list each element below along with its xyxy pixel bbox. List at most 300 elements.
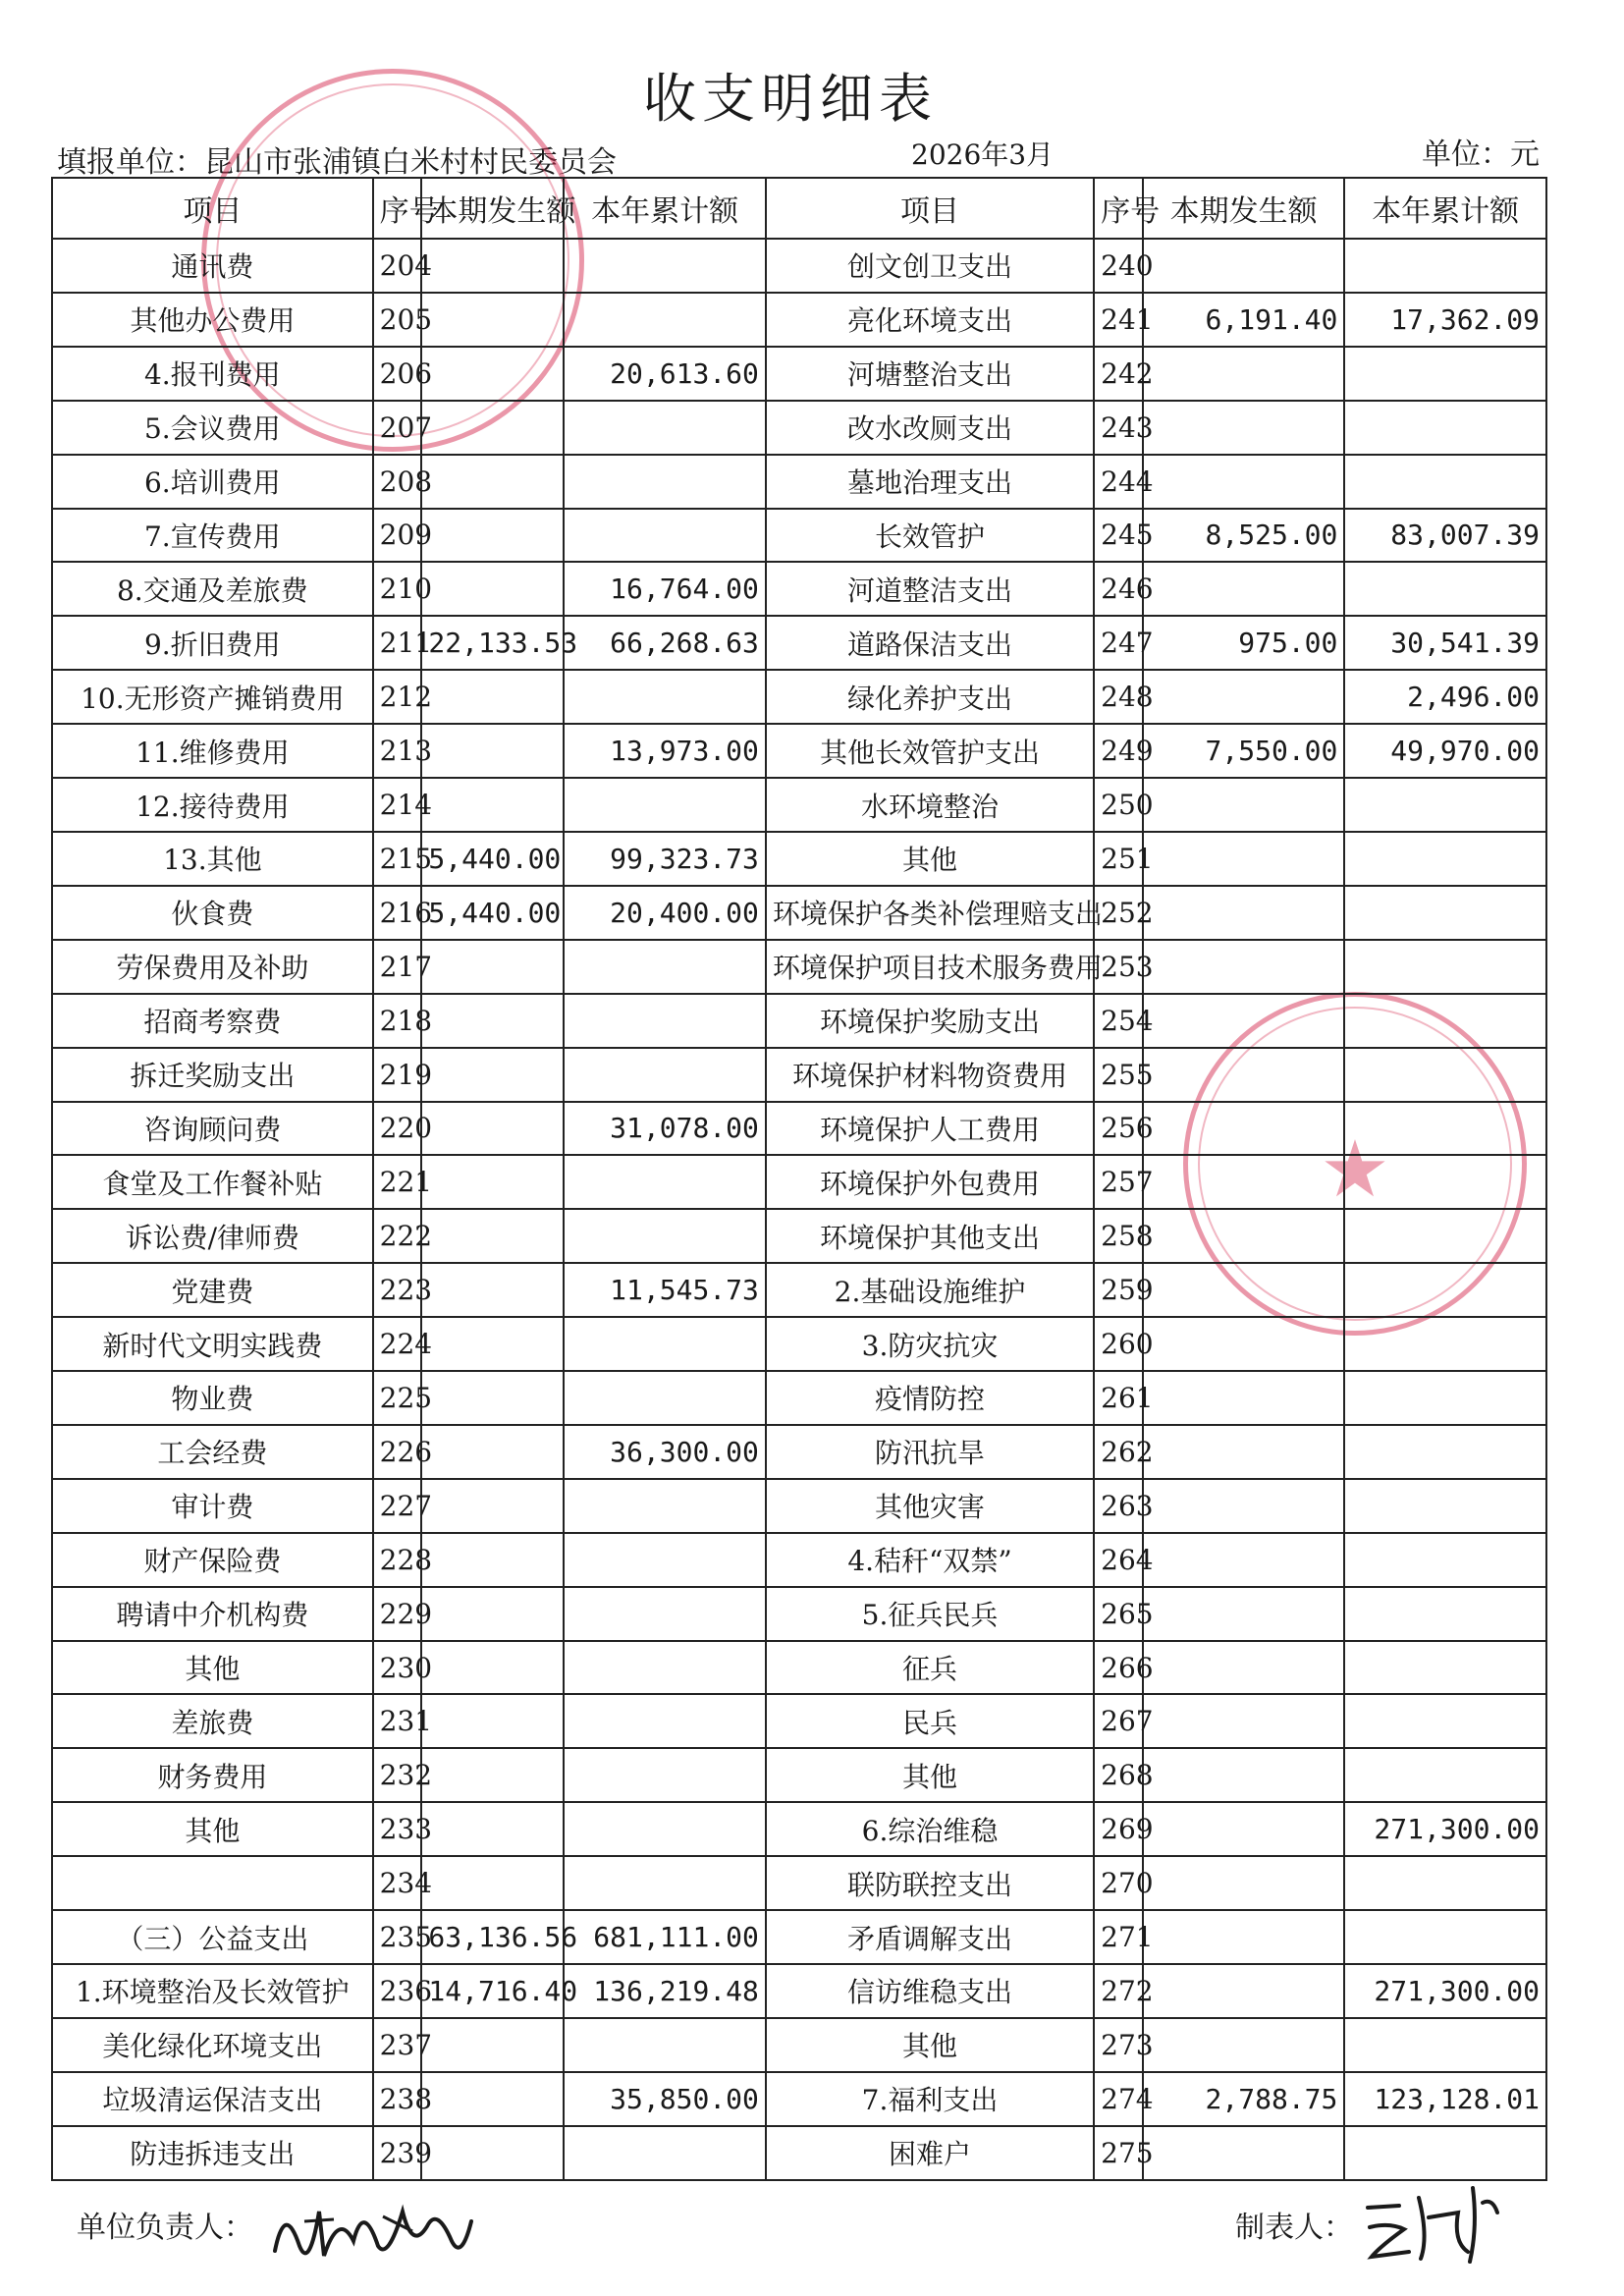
table-row [52, 1587, 1546, 1641]
left-ytd-cell [564, 1155, 766, 1209]
left-item-cell: 6.培训费用 [52, 455, 373, 509]
stamp-star-icon: ★ [1320, 1123, 1390, 1215]
left-ytd-cell [564, 455, 766, 509]
right-ytd-cell [1344, 778, 1546, 832]
right-current-cell [1143, 1748, 1345, 1802]
right-current-cell [1143, 1317, 1345, 1371]
table-row [52, 724, 1546, 778]
right-current-cell [1143, 1479, 1345, 1533]
left-current-cell: 14,716.40 [421, 1964, 564, 2018]
right-current-cell [1143, 1155, 1345, 1209]
right-item-cell: 2.基础设施维护 [766, 1263, 1094, 1317]
right-current-cell [1143, 778, 1345, 832]
right-ytd-cell [1344, 347, 1546, 401]
right-item-cell: 5.征兵民兵 [766, 1587, 1094, 1641]
right-current-cell [1143, 2126, 1345, 2180]
left-item-cell: 通讯费 [52, 239, 373, 293]
left-ytd-cell [564, 1209, 766, 1263]
left-ytd-cell [564, 940, 766, 994]
right-no-cell: 248 [1094, 670, 1143, 724]
right-ytd-cell [1344, 1694, 1546, 1748]
right-no-cell: 250 [1094, 778, 1143, 832]
left-current-cell [421, 1425, 564, 1479]
table-row [52, 886, 1546, 940]
table-row [52, 1048, 1546, 1102]
right-current-cell [1143, 1856, 1345, 1910]
right-item-cell: 创文创卫支出 [766, 239, 1094, 293]
col-header-item: 项目 [52, 178, 373, 239]
left-no-cell: 226 [373, 1425, 422, 1479]
right-item-cell: 3.防灾抗灾 [766, 1317, 1094, 1371]
right-no-cell: 252 [1094, 886, 1143, 940]
table-row [52, 670, 1546, 724]
left-current-cell [421, 724, 564, 778]
right-ytd-cell [1344, 2018, 1546, 2072]
left-ytd-cell: 16,764.00 [564, 562, 766, 616]
left-current-cell [421, 1263, 564, 1317]
right-current-cell [1143, 832, 1345, 886]
right-current-cell [1143, 1371, 1345, 1425]
right-no-cell: 244 [1094, 455, 1143, 509]
left-ytd-cell [564, 1317, 766, 1371]
right-no-cell: 240 [1094, 239, 1143, 293]
right-current-cell: 975.00 [1143, 616, 1345, 670]
left-no-cell: 230 [373, 1641, 422, 1695]
right-ytd-cell [1344, 1371, 1546, 1425]
left-item-cell: 工会经费 [52, 1425, 373, 1479]
right-current-cell [1143, 1910, 1345, 1964]
left-item-cell: 1.环境整治及长效管护 [52, 1964, 373, 2018]
left-current-cell [421, 455, 564, 509]
right-ytd-cell [1344, 401, 1546, 455]
right-no-cell: 266 [1094, 1641, 1143, 1695]
left-item-cell: 美化绿化环境支出 [52, 2018, 373, 2072]
left-no-cell: 208 [373, 455, 422, 509]
right-ytd-cell [1344, 1048, 1546, 1102]
right-current-cell [1143, 562, 1345, 616]
left-current-cell [421, 1856, 564, 1910]
left-ytd-cell [564, 1694, 766, 1748]
right-ytd-cell [1344, 1587, 1546, 1641]
table-row [52, 1425, 1546, 1479]
left-no-cell: 205 [373, 293, 422, 347]
right-current-cell [1143, 347, 1345, 401]
right-item-cell: 信访维稳支出 [766, 1964, 1094, 2018]
left-ytd-cell [564, 1371, 766, 1425]
right-ytd-cell [1344, 832, 1546, 886]
left-item-cell: 其他 [52, 1802, 373, 1856]
right-no-cell: 271 [1094, 1910, 1143, 1964]
col-header-item-right: 项目 [766, 178, 1094, 239]
left-no-cell: 204 [373, 239, 422, 293]
right-item-cell: 河塘整治支出 [766, 347, 1094, 401]
preparer-signature [1360, 2168, 1507, 2267]
right-no-cell: 265 [1094, 1587, 1143, 1641]
left-item-cell: 食堂及工作餐补贴 [52, 1155, 373, 1209]
right-current-cell [1143, 1587, 1345, 1641]
right-ytd-cell: 271,300.00 [1344, 1964, 1546, 2018]
left-item-cell: 物业费 [52, 1371, 373, 1425]
right-ytd-cell [1344, 1910, 1546, 1964]
right-item-cell: 长效管护 [766, 509, 1094, 563]
right-current-cell [1143, 1209, 1345, 1263]
table-row [52, 994, 1546, 1048]
right-ytd-cell [1344, 1209, 1546, 1263]
table-row [52, 239, 1546, 293]
left-current-cell: 5,440.00 [421, 886, 564, 940]
left-item-cell: 4.报刊费用 [52, 347, 373, 401]
left-current-cell: 63,136.56 [421, 1910, 564, 1964]
right-ytd-cell [1344, 1425, 1546, 1479]
right-ytd-cell [1344, 1748, 1546, 1802]
left-item-cell: 12.接待费用 [52, 778, 373, 832]
right-ytd-cell [1344, 940, 1546, 994]
table-row [52, 1694, 1546, 1748]
left-ytd-cell: 681,111.00 [564, 1910, 766, 1964]
right-item-cell: 环境保护其他支出 [766, 1209, 1094, 1263]
right-no-cell: 261 [1094, 1371, 1143, 1425]
left-no-cell: 235 [373, 1910, 422, 1964]
left-current-cell [421, 1102, 564, 1156]
table-row [52, 562, 1546, 616]
col-header-no: 序号 [373, 178, 422, 239]
left-no-cell: 221 [373, 1155, 422, 1209]
right-item-cell: 征兵 [766, 1641, 1094, 1695]
table-row [52, 1748, 1546, 1802]
table-row [52, 616, 1546, 670]
left-current-cell [421, 1317, 564, 1371]
left-no-cell: 210 [373, 562, 422, 616]
left-ytd-cell [564, 1856, 766, 1910]
left-current-cell [421, 2018, 564, 2072]
right-current-cell [1143, 994, 1345, 1048]
left-no-cell: 228 [373, 1533, 422, 1587]
right-ytd-cell [1344, 1479, 1546, 1533]
right-item-cell: 道路保洁支出 [766, 616, 1094, 670]
left-no-cell: 239 [373, 2126, 422, 2180]
table-row [52, 1263, 1546, 1317]
left-item-cell: 诉讼费/律师费 [52, 1209, 373, 1263]
right-current-cell [1143, 1964, 1345, 2018]
left-no-cell: 211 [373, 616, 422, 670]
right-current-cell [1143, 886, 1345, 940]
left-ytd-cell: 31,078.00 [564, 1102, 766, 1156]
right-no-cell: 262 [1094, 1425, 1143, 1479]
right-ytd-cell [1344, 1533, 1546, 1587]
right-current-cell: 2,788.75 [1143, 2072, 1345, 2126]
left-ytd-cell [564, 239, 766, 293]
right-ytd-cell [1344, 1102, 1546, 1156]
left-current-cell: 22,133.53 [421, 616, 564, 670]
right-item-cell: 防汛抗旱 [766, 1425, 1094, 1479]
right-no-cell: 242 [1094, 347, 1143, 401]
right-ytd-cell: 2,496.00 [1344, 670, 1546, 724]
unit-head-signature [265, 2172, 481, 2280]
table-row [52, 1371, 1546, 1425]
left-ytd-cell [564, 670, 766, 724]
left-ytd-cell: 36,300.00 [564, 1425, 766, 1479]
right-ytd-cell: 83,007.39 [1344, 509, 1546, 563]
right-item-cell: 困难户 [766, 2126, 1094, 2180]
right-current-cell: 7,550.00 [1143, 724, 1345, 778]
left-no-cell: 225 [373, 1371, 422, 1425]
left-current-cell [421, 1694, 564, 1748]
right-current-cell [1143, 1533, 1345, 1587]
left-item-cell [52, 1856, 373, 1910]
left-item-cell: 聘请中介机构费 [52, 1587, 373, 1641]
left-current-cell [421, 1641, 564, 1695]
right-current-cell: 8,525.00 [1143, 509, 1345, 563]
table-row [52, 1209, 1546, 1263]
right-no-cell: 254 [1094, 994, 1143, 1048]
left-no-cell: 220 [373, 1102, 422, 1156]
col-header-current: 本期发生额 [421, 178, 564, 239]
right-current-cell [1143, 1641, 1345, 1695]
right-current-cell [1143, 670, 1345, 724]
left-item-cell: 其他 [52, 1641, 373, 1695]
right-ytd-cell [1344, 994, 1546, 1048]
right-ytd-cell: 123,128.01 [1344, 2072, 1546, 2126]
right-current-cell [1143, 1425, 1345, 1479]
right-no-cell: 269 [1094, 1802, 1143, 1856]
right-current-cell [1143, 1102, 1345, 1156]
left-ytd-cell [564, 2126, 766, 2180]
left-no-cell: 217 [373, 940, 422, 994]
right-no-cell: 270 [1094, 1856, 1143, 1910]
right-item-cell: 联防联控支出 [766, 1856, 1094, 1910]
left-ytd-cell: 13,973.00 [564, 724, 766, 778]
col-header-ytd-right: 本年累计额 [1344, 178, 1546, 239]
col-header-current-right: 本期发生额 [1143, 178, 1345, 239]
left-item-cell: 11.维修费用 [52, 724, 373, 778]
left-item-cell: 9.折旧费用 [52, 616, 373, 670]
left-ytd-cell [564, 1533, 766, 1587]
right-current-cell [1143, 401, 1345, 455]
left-item-cell: 5.会议费用 [52, 401, 373, 455]
table-row [52, 1910, 1546, 1964]
table-row [52, 1964, 1546, 2018]
left-no-cell: 232 [373, 1748, 422, 1802]
left-item-cell: 新时代文明实践费 [52, 1317, 373, 1371]
right-item-cell: 水环境整治 [766, 778, 1094, 832]
left-ytd-cell [564, 1748, 766, 1802]
left-current-cell [421, 1048, 564, 1102]
left-no-cell: 222 [373, 1209, 422, 1263]
right-no-cell: 256 [1094, 1102, 1143, 1156]
left-current-cell [421, 1209, 564, 1263]
left-ytd-cell [564, 509, 766, 563]
left-current-cell [421, 670, 564, 724]
right-item-cell: 亮化环境支出 [766, 293, 1094, 347]
left-item-cell: （三）公益支出 [52, 1910, 373, 1964]
right-item-cell: 墓地治理支出 [766, 455, 1094, 509]
left-no-cell: 238 [373, 2072, 422, 2126]
right-no-cell: 246 [1094, 562, 1143, 616]
left-ytd-cell [564, 1641, 766, 1695]
right-no-cell: 268 [1094, 1748, 1143, 1802]
right-no-cell: 241 [1094, 293, 1143, 347]
left-current-cell [421, 1802, 564, 1856]
right-no-cell: 272 [1094, 1964, 1143, 2018]
reporting-unit: 填报单位：昆山市张浦镇白米村村民委员会 [57, 145, 617, 180]
left-ytd-cell: 99,323.73 [564, 832, 766, 886]
right-item-cell: 其他 [766, 2018, 1094, 2072]
right-no-cell: 260 [1094, 1317, 1143, 1371]
table-row [52, 778, 1546, 832]
right-ytd-cell [1344, 1641, 1546, 1695]
left-no-cell: 214 [373, 778, 422, 832]
left-item-cell: 7.宣传费用 [52, 509, 373, 563]
left-ytd-cell [564, 1048, 766, 1102]
right-current-cell [1143, 455, 1345, 509]
right-item-cell: 其他长效管护支出 [766, 724, 1094, 778]
right-current-cell: 6,191.40 [1143, 293, 1345, 347]
left-item-cell: 党建费 [52, 1263, 373, 1317]
left-item-cell: 伙食费 [52, 886, 373, 940]
left-item-cell: 其他办公费用 [52, 293, 373, 347]
left-current-cell [421, 940, 564, 994]
right-item-cell: 其他灾害 [766, 1479, 1094, 1533]
left-current-cell [421, 2072, 564, 2126]
right-item-cell: 其他 [766, 1748, 1094, 1802]
right-item-cell: 6.综治维稳 [766, 1802, 1094, 1856]
preparer-label: 制表人： [1235, 2211, 1353, 2245]
left-ytd-cell [564, 1587, 766, 1641]
right-no-cell: 249 [1094, 724, 1143, 778]
left-item-cell: 垃圾清运保洁支出 [52, 2072, 373, 2126]
right-current-cell [1143, 1694, 1345, 1748]
left-item-cell: 咨询顾问费 [52, 1102, 373, 1156]
ledger-table [51, 177, 1547, 2181]
right-no-cell: 255 [1094, 1048, 1143, 1102]
table-row [52, 1155, 1546, 1209]
left-item-cell: 财产保险费 [52, 1533, 373, 1587]
right-no-cell: 263 [1094, 1479, 1143, 1533]
left-item-cell: 审计费 [52, 1479, 373, 1533]
right-ytd-cell [1344, 1263, 1546, 1317]
left-ytd-cell [564, 1479, 766, 1533]
right-item-cell: 环境保护各类补偿理赔支出 [766, 886, 1094, 940]
left-no-cell: 236 [373, 1964, 422, 2018]
left-ytd-cell: 66,268.63 [564, 616, 766, 670]
left-current-cell: 5,440.00 [421, 832, 564, 886]
col-header-no-right: 序号 [1094, 178, 1143, 239]
right-no-cell: 267 [1094, 1694, 1143, 1748]
left-ytd-cell [564, 293, 766, 347]
right-ytd-cell [1344, 239, 1546, 293]
left-current-cell [421, 239, 564, 293]
left-no-cell: 215 [373, 832, 422, 886]
left-item-cell: 招商考察费 [52, 994, 373, 1048]
table-row [52, 2072, 1546, 2126]
right-no-cell: 259 [1094, 1263, 1143, 1317]
left-ytd-cell [564, 2018, 766, 2072]
table-header-row [52, 178, 1546, 239]
left-current-cell [421, 1587, 564, 1641]
left-no-cell: 234 [373, 1856, 422, 1910]
right-item-cell: 环境保护材料物资费用 [766, 1048, 1094, 1102]
left-current-cell [421, 347, 564, 401]
table-row [52, 347, 1546, 401]
table-row [52, 940, 1546, 994]
left-ytd-cell [564, 778, 766, 832]
right-item-cell: 环境保护项目技术服务费用 [766, 940, 1094, 994]
left-no-cell: 206 [373, 347, 422, 401]
table-row [52, 1641, 1546, 1695]
left-no-cell: 209 [373, 509, 422, 563]
left-current-cell [421, 562, 564, 616]
left-no-cell: 227 [373, 1479, 422, 1533]
left-no-cell: 223 [373, 1263, 422, 1317]
right-item-cell: 绿化养护支出 [766, 670, 1094, 724]
left-no-cell: 207 [373, 401, 422, 455]
right-item-cell: 环境保护奖励支出 [766, 994, 1094, 1048]
left-item-cell: 防违拆违支出 [52, 2126, 373, 2180]
right-no-cell: 258 [1094, 1209, 1143, 1263]
left-ytd-cell: 20,400.00 [564, 886, 766, 940]
page-title: 收支明细表 [643, 68, 938, 130]
table-row [52, 1856, 1546, 1910]
left-ytd-cell [564, 994, 766, 1048]
right-item-cell: 民兵 [766, 1694, 1094, 1748]
right-ytd-cell [1344, 1317, 1546, 1371]
right-no-cell: 275 [1094, 2126, 1143, 2180]
left-item-cell: 财务费用 [52, 1748, 373, 1802]
right-item-cell: 疫情防控 [766, 1371, 1094, 1425]
left-current-cell [421, 994, 564, 1048]
left-item-cell: 拆迁奖励支出 [52, 1048, 373, 1102]
left-ytd-cell: 11,545.73 [564, 1263, 766, 1317]
left-current-cell [421, 509, 564, 563]
left-no-cell: 219 [373, 1048, 422, 1102]
report-period: 2026年3月 [911, 138, 1055, 171]
right-current-cell [1143, 1802, 1345, 1856]
right-item-cell: 7.福利支出 [766, 2072, 1094, 2126]
right-current-cell [1143, 1263, 1345, 1317]
left-current-cell [421, 1748, 564, 1802]
left-current-cell [421, 778, 564, 832]
left-ytd-cell [564, 401, 766, 455]
left-item-cell: 10.无形资产摊销费用 [52, 670, 373, 724]
left-current-cell [421, 401, 564, 455]
left-no-cell: 212 [373, 670, 422, 724]
left-no-cell: 231 [373, 1694, 422, 1748]
right-ytd-cell [1344, 562, 1546, 616]
table-row [52, 832, 1546, 886]
table-row [52, 455, 1546, 509]
right-current-cell [1143, 2018, 1345, 2072]
right-current-cell [1143, 239, 1345, 293]
table-row [52, 1479, 1546, 1533]
left-no-cell: 224 [373, 1317, 422, 1371]
left-item-cell: 8.交通及差旅费 [52, 562, 373, 616]
table-row [52, 1317, 1546, 1371]
right-item-cell: 其他 [766, 832, 1094, 886]
left-no-cell: 237 [373, 2018, 422, 2072]
right-item-cell: 河道整洁支出 [766, 562, 1094, 616]
left-ytd-cell: 136,219.48 [564, 1964, 766, 2018]
right-ytd-cell: 30,541.39 [1344, 616, 1546, 670]
left-ytd-cell [564, 1802, 766, 1856]
left-no-cell: 233 [373, 1802, 422, 1856]
table-row [52, 401, 1546, 455]
right-item-cell: 4.秸秆“双禁” [766, 1533, 1094, 1587]
right-no-cell: 251 [1094, 832, 1143, 886]
right-item-cell: 矛盾调解支出 [766, 1910, 1094, 1964]
left-no-cell: 216 [373, 886, 422, 940]
left-no-cell: 229 [373, 1587, 422, 1641]
currency-unit: 单位：元 [1422, 137, 1540, 172]
